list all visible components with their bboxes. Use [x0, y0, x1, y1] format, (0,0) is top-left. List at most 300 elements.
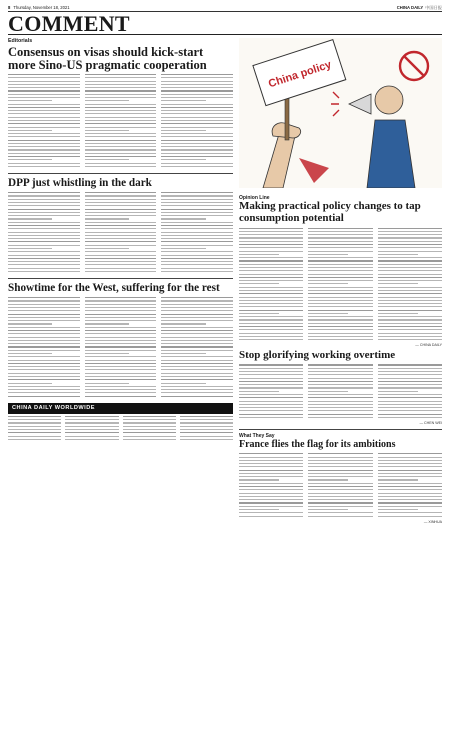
body-text-line [180, 422, 233, 423]
opinion-body-overtime [239, 364, 442, 420]
body-text-line [8, 222, 80, 223]
body-text-line [8, 90, 80, 91]
opinion-credit: — CHINA DAILY [415, 343, 442, 348]
body-text-line [8, 340, 80, 341]
body-text-line [161, 248, 205, 249]
body-text-line [123, 416, 176, 417]
body-text-line [85, 317, 157, 318]
body-text-line [8, 307, 80, 308]
body-text-line [378, 509, 418, 510]
body-text-line [239, 270, 303, 271]
body-text-line [85, 251, 157, 252]
sign-text: China policy [267, 58, 333, 91]
body-text-line [161, 130, 205, 131]
body-text-line [8, 439, 61, 440]
body-text-line [161, 337, 233, 338]
body-text-line [239, 394, 303, 395]
body-text-line [85, 202, 157, 203]
what-they-say-body [239, 453, 442, 519]
body-text-line [239, 234, 303, 235]
body-text-line [239, 499, 303, 500]
body-text-line [378, 264, 442, 265]
body-text-line [308, 486, 372, 487]
body-text-line [378, 329, 442, 330]
body-text-line [239, 333, 303, 334]
body-text-line [308, 316, 372, 317]
body-text-line [8, 353, 52, 354]
body-text-line [239, 319, 303, 320]
body-text-line [161, 90, 233, 91]
body-text-line [8, 366, 80, 367]
body-text-line [8, 363, 80, 364]
body-text-line [85, 87, 157, 88]
body-text-line [8, 264, 80, 265]
body-text-line [239, 247, 303, 248]
divider [239, 429, 442, 430]
body-text-line [85, 84, 157, 85]
body-text-line [85, 264, 157, 265]
body-text-line [8, 327, 80, 328]
body-text-line [85, 238, 157, 239]
body-text-line [378, 493, 442, 494]
body-text-line [378, 280, 442, 281]
body-text-line [8, 304, 80, 305]
paper-name: CHINA DAILY 中国日报 [396, 4, 442, 10]
body-text-line [308, 313, 348, 314]
body-text-line [239, 274, 303, 275]
body-text-line [378, 483, 442, 484]
body-text-line [85, 366, 157, 367]
body-text-line [239, 496, 303, 497]
body-text-line [8, 163, 80, 164]
body-text-line [161, 146, 233, 147]
body-text-line [239, 483, 303, 484]
body-text-line [8, 127, 80, 128]
body-text-line [161, 346, 233, 347]
body-text-line [161, 258, 233, 259]
body-text-line [308, 228, 372, 229]
body-text-line [161, 159, 205, 160]
body-text-line [378, 336, 442, 337]
body-text-line [85, 343, 157, 344]
body-text-line [161, 389, 233, 390]
body-text-line [85, 140, 157, 141]
body-text-line [239, 509, 279, 510]
body-text-line [308, 244, 372, 245]
body-text-line [308, 280, 372, 281]
body-text-line [378, 453, 442, 454]
body-text-line [161, 255, 233, 256]
body-text-line [161, 113, 233, 114]
body-text-line [239, 368, 303, 369]
body-text-line [161, 228, 233, 229]
body-text-line [239, 506, 303, 507]
body-text-line [378, 316, 442, 317]
body-text-line [239, 260, 303, 261]
body-text-line [8, 100, 52, 101]
body-text-line [8, 333, 80, 334]
body-text-line [378, 387, 442, 388]
body-text-line [65, 416, 118, 417]
body-text-line [239, 290, 303, 291]
body-text-line [85, 386, 157, 387]
body-text-line [308, 417, 372, 418]
body-text-line [85, 104, 157, 105]
body-text-line [8, 117, 80, 118]
body-text-line [161, 107, 233, 108]
body-text-line [85, 199, 157, 200]
body-text-line [239, 254, 279, 255]
body-text-line [8, 255, 80, 256]
body-text-line [8, 422, 61, 423]
body-text-line [308, 463, 372, 464]
body-text-line [378, 378, 442, 379]
body-text-line [161, 330, 233, 331]
body-text-line [378, 410, 442, 411]
body-text-line [378, 414, 442, 415]
body-text-line [85, 212, 157, 213]
body-text-line [85, 97, 157, 98]
body-text-line [239, 473, 303, 474]
editorial-body-dpp [8, 192, 233, 274]
body-text-line [378, 374, 442, 375]
body-text-line [161, 386, 233, 387]
body-text-line [8, 143, 80, 144]
body-text-line [378, 300, 442, 301]
body-text-line [378, 384, 442, 385]
body-text-line [378, 364, 442, 365]
body-text-line [378, 297, 442, 298]
body-text-line [378, 247, 442, 248]
body-text-line [8, 416, 61, 417]
body-text-line [85, 248, 129, 249]
body-text-line [239, 293, 303, 294]
body-text-line [65, 422, 118, 423]
body-text-line [85, 255, 157, 256]
body-text-line [378, 303, 442, 304]
body-text-line [161, 97, 233, 98]
body-text-line [308, 290, 372, 291]
body-text-line [123, 419, 176, 420]
body-text-line [85, 222, 157, 223]
body-text-line [239, 457, 303, 458]
body-text-line [308, 368, 372, 369]
body-text-line [239, 404, 303, 405]
body-text-line [239, 391, 279, 392]
body-text-line [65, 419, 118, 420]
body-text-line [378, 283, 418, 284]
body-text-line [378, 254, 418, 255]
body-text-line [8, 84, 80, 85]
body-text-line [8, 235, 80, 236]
page-number: 8 [8, 5, 11, 10]
body-text-line [378, 267, 442, 268]
body-text-line [308, 499, 372, 500]
body-text-line [239, 486, 303, 487]
body-text-line [161, 268, 233, 269]
body-text-line [161, 195, 233, 196]
body-text-line [308, 466, 372, 467]
body-text-line [85, 396, 157, 397]
body-text-line [161, 310, 233, 311]
body-text-line [85, 297, 157, 298]
body-text-line [123, 439, 176, 440]
body-text-line [85, 100, 129, 101]
body-text-line [378, 290, 442, 291]
body-text-line [85, 123, 157, 124]
body-text-line [85, 261, 157, 262]
body-text-line [308, 319, 372, 320]
body-text-line [161, 120, 233, 121]
body-text-line [8, 317, 80, 318]
body-text-line [161, 323, 205, 324]
body-text-line [123, 426, 176, 427]
body-text-line [378, 476, 442, 477]
body-text-line [161, 392, 233, 393]
body-text-line [161, 360, 233, 361]
body-text-line [378, 466, 442, 467]
body-text-line [239, 397, 303, 398]
body-text-line [123, 432, 176, 433]
body-text-line [378, 333, 442, 334]
body-text-line [8, 360, 80, 361]
body-text-line [308, 231, 372, 232]
body-text-line [8, 261, 80, 262]
body-text-line [239, 228, 303, 229]
body-text-line [8, 159, 52, 160]
body-text-line [161, 251, 233, 252]
body-text-line [239, 414, 303, 415]
body-text-line [8, 225, 80, 226]
body-text-line [308, 283, 348, 284]
body-text-line [85, 268, 157, 269]
body-text-line [378, 293, 442, 294]
body-text-line [378, 502, 442, 503]
body-text-line [308, 336, 372, 337]
body-text-line [8, 300, 80, 301]
body-text-line [161, 350, 233, 351]
body-text-line [239, 374, 303, 375]
body-text-line [8, 350, 80, 351]
body-text-line [239, 326, 303, 327]
body-text-line [8, 77, 80, 78]
divider [8, 278, 233, 279]
body-text-line [308, 476, 372, 477]
body-text-line [308, 241, 372, 242]
body-text-line [378, 499, 442, 500]
paper-name-chinese: 中国日报 [425, 4, 442, 10]
body-text-line [161, 123, 233, 124]
body-text-line [85, 258, 157, 259]
body-text-line [85, 156, 157, 157]
body-text-line [85, 228, 157, 229]
body-text-line [8, 113, 80, 114]
body-text-line [8, 146, 80, 147]
body-text-line [308, 387, 372, 388]
body-text-line [85, 117, 157, 118]
body-text-line [239, 371, 303, 372]
body-text-line [161, 379, 233, 380]
body-text-line [161, 343, 233, 344]
body-text-line [161, 117, 233, 118]
body-text-line [8, 156, 80, 157]
body-text-line [85, 350, 157, 351]
body-text-line [161, 140, 233, 141]
body-text-line [239, 384, 303, 385]
body-text-line [8, 432, 61, 433]
opinion-headline-consumption: Making practical policy changes to tap consumption potential [239, 200, 421, 224]
body-text-line [308, 407, 372, 408]
body-text-line [239, 512, 303, 513]
body-text-line [308, 502, 372, 503]
footer-banner: CHINA DAILY WORLDWIDE [8, 403, 233, 414]
body-text-line [308, 457, 372, 458]
body-text-line [308, 404, 372, 405]
body-text-line [161, 235, 233, 236]
body-text-line [308, 329, 372, 330]
body-text-line [8, 373, 80, 374]
body-text-line [161, 163, 233, 164]
body-text-line [308, 267, 372, 268]
body-text-line [308, 364, 372, 365]
body-text-line [239, 476, 303, 477]
body-text-line [8, 120, 80, 121]
body-text-line [378, 496, 442, 497]
body-text-line [85, 149, 157, 150]
body-text-line [378, 326, 442, 327]
body-text-line [378, 404, 442, 405]
body-text-line [161, 320, 233, 321]
body-text-line [161, 143, 233, 144]
body-text-line [8, 389, 80, 390]
body-text-line [308, 339, 372, 340]
body-text-line [308, 506, 372, 507]
body-text-line [161, 222, 233, 223]
opinion-credit-2: — CHEN WEI [419, 421, 442, 426]
body-text-line [85, 81, 157, 82]
editorials-column [8, 35, 233, 442]
what-they-say-credit: — XINHUA [423, 519, 442, 524]
body-text-line [308, 414, 372, 415]
body-text-line [85, 327, 157, 328]
body-text-line [378, 470, 442, 471]
body-text-line [308, 453, 372, 454]
body-text-line [378, 457, 442, 458]
body-text-line [180, 429, 233, 430]
body-text-line [85, 369, 157, 370]
body-text-line [65, 429, 118, 430]
body-text-line [161, 314, 233, 315]
body-text-line [161, 104, 233, 105]
body-text-line [161, 149, 233, 150]
body-text-line [85, 245, 157, 246]
body-text-line [378, 401, 442, 402]
body-text-line [378, 368, 442, 369]
body-text-line [85, 127, 157, 128]
body-text-line [239, 339, 303, 340]
body-text-line [308, 384, 372, 385]
body-text-line [308, 391, 348, 392]
body-text-line [85, 107, 157, 108]
body-text-line [65, 436, 118, 437]
body-text-line [308, 277, 372, 278]
body-text-line [8, 297, 80, 298]
body-text-line [180, 416, 233, 417]
body-text-line [239, 303, 303, 304]
body-text-line [378, 512, 442, 513]
body-text-line [85, 310, 157, 311]
body-text-line [85, 153, 157, 154]
body-text-line [85, 94, 157, 95]
body-text-line [85, 166, 157, 167]
body-text-line [378, 417, 442, 418]
body-text-line [85, 304, 157, 305]
body-text-line [8, 110, 80, 111]
body-text-line [161, 383, 205, 384]
body-text-line [308, 297, 372, 298]
body-text-line [85, 163, 157, 164]
body-text-line [85, 340, 157, 341]
body-text-line [378, 251, 442, 252]
editorials-label: Editorials [8, 38, 33, 44]
body-text-line [161, 264, 233, 265]
body-text-line [308, 310, 372, 311]
what-they-say-label: What They Say [239, 433, 275, 440]
body-text-line [85, 159, 129, 160]
body-text-line [85, 383, 129, 384]
body-text-line [239, 489, 303, 490]
body-text-line [308, 483, 372, 484]
body-text-line [378, 516, 442, 517]
body-text-line [85, 379, 157, 380]
body-text-line [161, 215, 233, 216]
body-text-line [8, 238, 80, 239]
body-text-line [85, 218, 129, 219]
body-text-line [308, 473, 372, 474]
body-text-line [161, 366, 233, 367]
body-text-line [8, 166, 80, 167]
body-text-line [8, 379, 80, 380]
body-text-line [8, 149, 80, 150]
body-text-line [378, 460, 442, 461]
body-text-line [65, 432, 118, 433]
body-text-line [239, 297, 303, 298]
body-text-line [8, 136, 80, 137]
body-text-line [85, 232, 157, 233]
body-text-line [85, 205, 157, 206]
body-text-line [161, 218, 205, 219]
body-text-line [161, 317, 233, 318]
body-text-line [8, 330, 80, 331]
body-text-line [161, 81, 233, 82]
body-text-line [8, 104, 80, 105]
body-text-line [8, 133, 80, 134]
body-text-line [85, 373, 157, 374]
body-text-line [308, 381, 372, 382]
body-text-line [161, 192, 233, 193]
body-text-line [8, 130, 52, 131]
section-masthead: COMMENT [8, 13, 442, 35]
body-text-line [239, 237, 303, 238]
body-text-line [239, 310, 303, 311]
body-text-line [85, 110, 157, 111]
body-text-line [161, 225, 233, 226]
body-text-line [161, 353, 205, 354]
body-text-line [8, 436, 61, 437]
body-text-line [8, 205, 80, 206]
body-text-line [85, 337, 157, 338]
body-text-line [85, 90, 157, 91]
